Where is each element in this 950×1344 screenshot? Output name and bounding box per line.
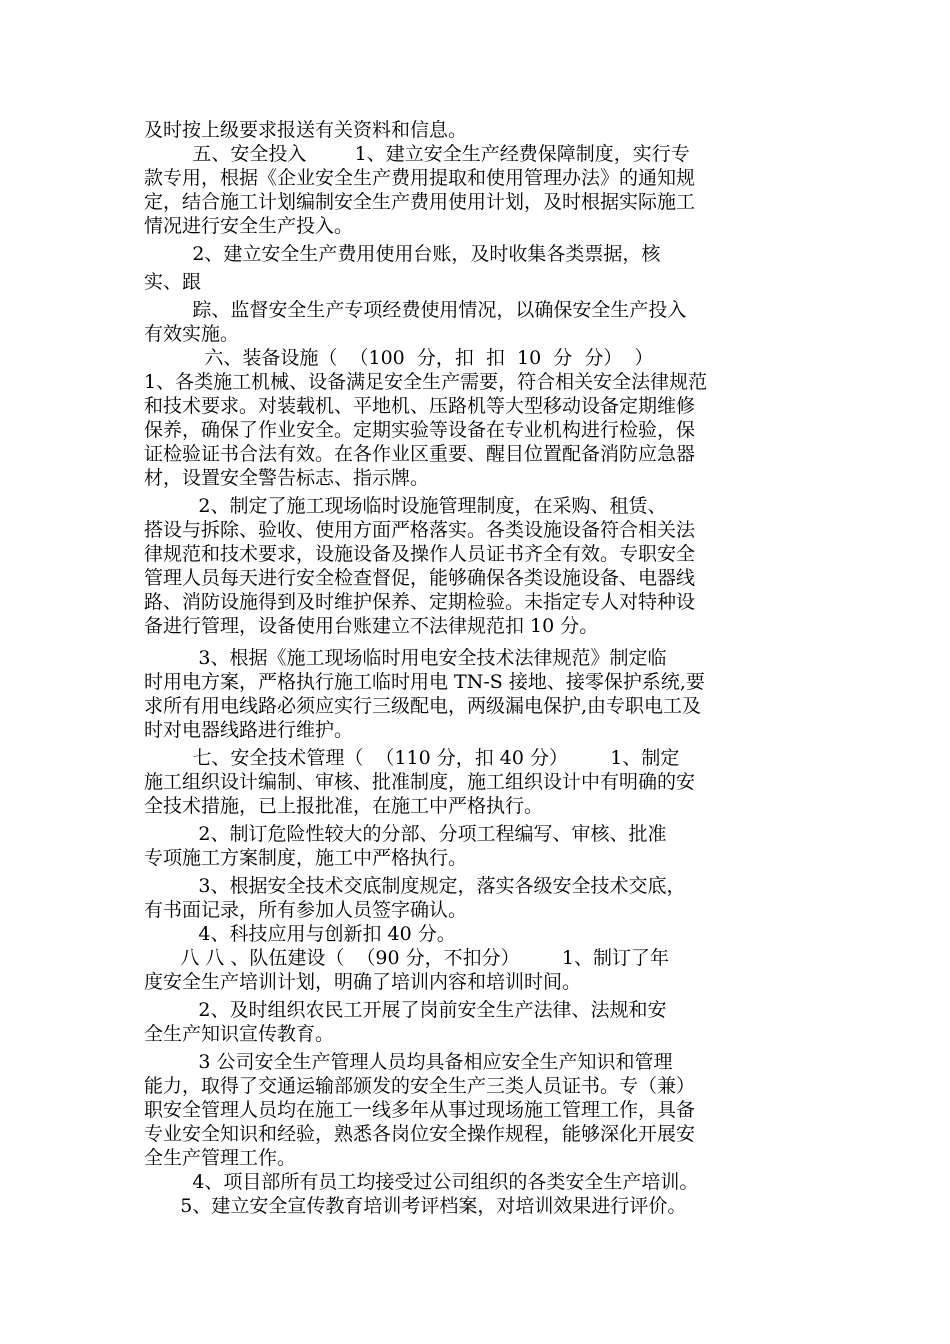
text-line: 2、及时组织农民工开展了岗前安全生产法律、法规和安 [144, 999, 667, 1021]
text-line: 1、各类施工机械、设备满足安全生产需要，符合相关安全法律规范 [144, 371, 708, 393]
text-line: 度安全生产培训计划，明确了培训内容和培训时间。 [144, 971, 582, 993]
text-line: 全生产管理工作。 [144, 1147, 297, 1169]
text-line: 3、根据安全技术交底制度规定，落实各级安全技术交底， [144, 875, 686, 897]
text-line: 施工组织设计编制、审核、批准制度，施工组织设计中有明确的安 [144, 771, 696, 793]
text-line: 和技术要求。对装载机、平地机、压路机等大型移动设备定期维修 [144, 395, 696, 417]
section-6-heading-line: 六、装备设施（ （100 分，扣 扣 10 分 分） ） [144, 347, 654, 369]
text-line: 有书面记录，所有参加人员签字确认。 [144, 899, 468, 921]
text-line: 踪、监督安全生产专项经费使用情况，以确保安全生产投入 [144, 299, 687, 321]
text-line: 材，设置安全警告标志、指示牌。 [144, 467, 430, 489]
text-line: 职安全管理人员均在施工一线多年从事过现场施工管理工作，具备 [144, 1099, 696, 1121]
text-line: 专业安全知识和经验，熟悉各岗位安全操作规程，能够深化开展安 [144, 1123, 696, 1145]
text-line: 全技术措施，已上报批准，在施工中严格执行。 [144, 795, 544, 817]
text-line: 搭设与拆除、验收、使用方面严格落实。各类设施设备符合相关法 [144, 519, 696, 541]
text-line: 路、消防设施得到及时维护保养、定期检验。未指定专人对特种设 [144, 591, 696, 613]
text-line: 定，结合施工计划编制安全生产费用使用计划，及时根据实际施工 [144, 191, 696, 213]
text-line: 实、跟 [144, 271, 202, 293]
text-line: 2、建立安全生产费用使用台账，及时收集各类票据，核 [144, 243, 661, 265]
text-line: 专项施工方案制度，施工中严格执行。 [144, 847, 468, 869]
text-line: 时对电器线路进行维护。 [144, 719, 354, 741]
text-line: 4、项目部所有员工均接受过公司组织的各类安全生产培训。 [144, 1171, 699, 1193]
text-line: 备进行管理，设备使用台账建立不法律规范扣 10 分。 [144, 615, 599, 637]
text-line: 求所有用电线路必须应实行三级配电，两级漏电保护,由专职电工及 [144, 695, 702, 717]
text-line: 时用电方案，严格执行施工临时用电 TN-S 接地、接零保护系统,要 [144, 671, 705, 693]
text-line: 保养，确保了作业安全。定期实验等设备在专业机构进行检验，保 [144, 419, 696, 441]
section-5-heading-line: 五、安全投入 1、建立安全生产经费保障制度，实行专 [144, 143, 690, 165]
text-line: 款专用，根据《企业安全生产费用提取和使用管理办法》的通知规 [144, 167, 696, 189]
text-line: 全生产知识宣传教育。 [144, 1023, 335, 1045]
section-7-heading-line: 七、安全技术管理（ （110 分，扣 40 分） 1、制定 [144, 747, 680, 769]
text-line: 2、制订危险性较大的分部、分项工程编写、审核、批准 [144, 823, 667, 845]
text-line: 能力，取得了交通运输部颁发的安全生产三类人员证书。专（兼） [144, 1075, 696, 1097]
text-line: 2、制定了施工现场临时设施管理制度，在采购、租赁、 [144, 495, 667, 517]
text-line: 3、根据《施工现场临时用电安全技术法律规范》制定临 [144, 647, 667, 669]
text-line: 3 公司安全生产管理人员均具备相应安全生产知识和管理 [144, 1051, 673, 1073]
text-line: 证检验证书合法有效。在各作业区重要、醒目位置配备消防应急器 [144, 443, 696, 465]
text-line: 有效实施。 [144, 323, 240, 345]
text-line: 律规范和技术要求，设施设备及操作人员证书齐全有效。专职安全 [144, 543, 696, 565]
text-line: 情况进行安全生产投入。 [144, 215, 354, 237]
section-8-heading-line: 八 八 、队伍建设（ （90 分，不扣分） 1、制订了年 [144, 947, 669, 969]
text-line: 管理人员每天进行安全检查督促，能够确保各类设施设备、电器线 [144, 567, 696, 589]
text-line: 5、建立安全宣传教育培训考评档案，对培训效果进行评价。 [144, 1195, 687, 1217]
text-line: 4、科技应用与创新扣 40 分。 [144, 923, 456, 945]
text-line: 及时按上级要求报送有关资料和信息。 [144, 119, 468, 141]
